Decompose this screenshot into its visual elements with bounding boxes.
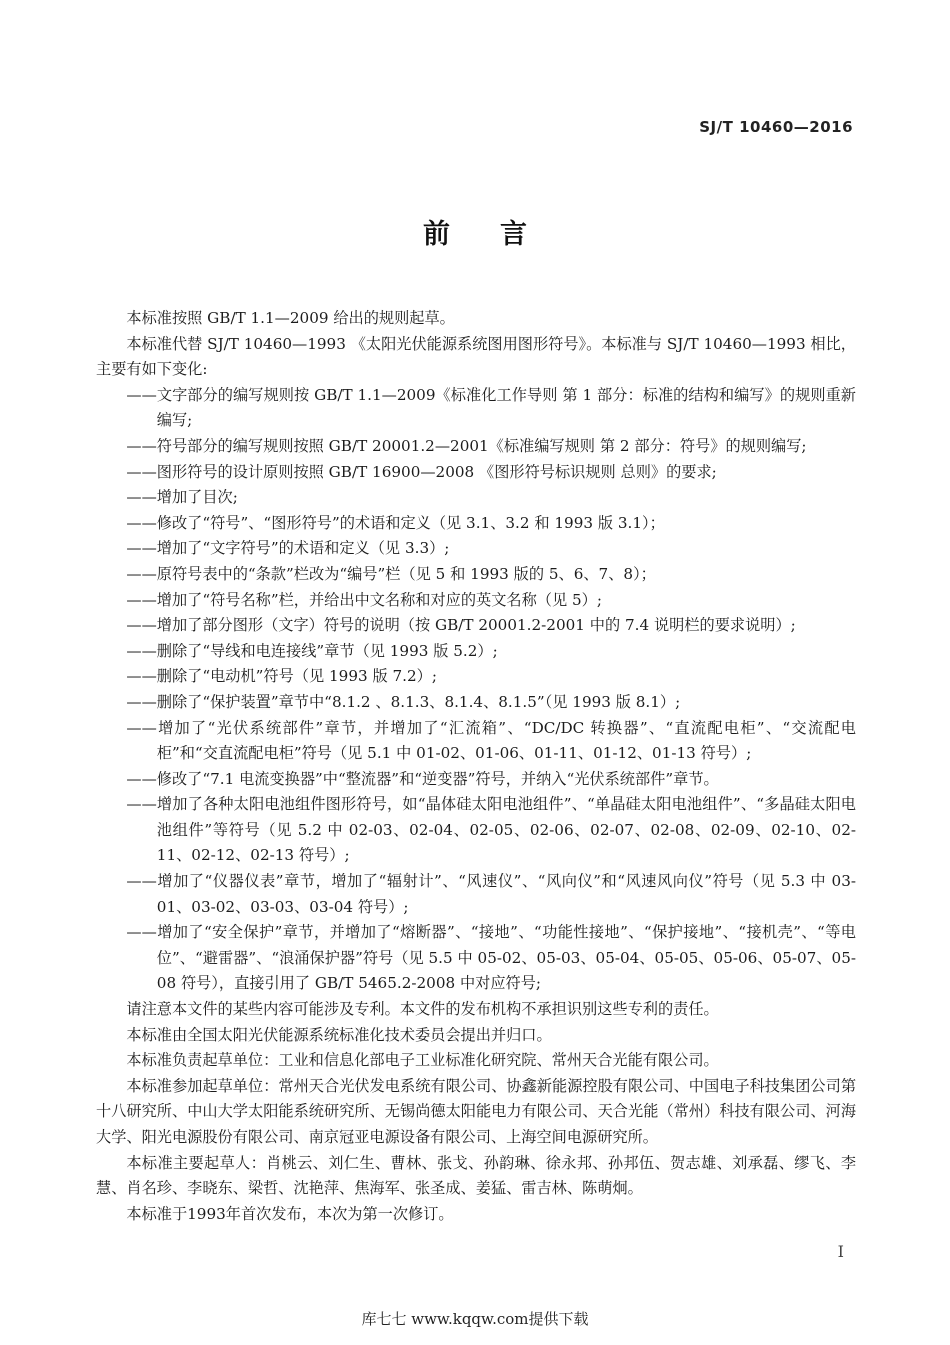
change-item: ——增加了“符号名称”栏，并给出中文名称和对应的英文名称（见 5）; [126,590,602,609]
change-item: ——符号部分的编写规则按照 GB/T 20001.2—2001《标准编写规则 第 2 部分：符号》的规则编写; [126,436,807,455]
paragraph: 请注意本文件的某些内容可能涉及专利。本文件的发布机构不承担识别这些专利的责任。 [126,1000,719,1019]
change-item: ——增加了“安全保护”章节，并增加了“熔断器”、“接地”、“功能性接地”、“保护接地”、“接机壳”、“等电位”、“避雷器”、“浪涌保护器”符号（见 5.5 中 05-02、05-03、05-04、05-05、05-06、05-07、05-08 符号），直接引用了 GB/T 5465.2-2008 中对应符号; [126,923,856,993]
paragraph: 本标准于1993年首次发布，本次为第一次修订。 [126,1204,454,1223]
page-number: I [837,1242,844,1261]
change-item: ——图形符号的设计原则按照 GB/T 16900—2008 《图形符号标识规则 总则》的要求; [126,462,717,481]
change-item: ——增加了“文字符号”的术语和定义（见 3.3）; [126,539,450,558]
change-item: ——增加了“光伏系统部件”章节，并增加了“汇流箱”、“DC/DC 转换器”、“直流配电柜”、“交流配电柜”和“交直流配电柜”符号（见 5.1 中 01-02、01-06、01-11、01-12、01-13 符号）; [126,718,856,763]
paragraph: 本标准按照 GB/T 1.1—2009 给出的规则起草。 [126,309,455,327]
change-item: ——增加了目次; [126,488,238,507]
paragraph: 本标准负责起草单位：工业和信息化部电子工业标准化研究院、常州天合光能有限公司。 [126,1051,719,1070]
change-item: ——增加了“仪器仪表”章节，增加了“辐射计”、“风速仪”、“风向仪”和“风速风向仪”符号（见 5.3 中 03-01、03-02、03-03、03-04 符号）; [126,872,856,916]
change-item: ——增加了部分图形（文字）符号的说明（按 GB/T 20001.2-2001 中的 7.4 说明栏的要求说明）; [126,616,796,635]
change-item: ——修改了“符号”、“图形符号”的术语和定义（见 3.1、3.2 和 1993 版 3.1）； [126,513,665,532]
change-item: ——增加了各种太阳电池组件图形符号，如“晶体硅太阳电池组件”、“单晶硅太阳电池组件”、“多晶硅太阳电池组件”等符号（见 5.2 中 02-03、02-04、02-05、02-06、02-07、02-08、02-09、02-10、02-11、02-12、02-13 符号）; [126,795,856,865]
change-item: ——文字部分的编写规则按 GB/T 1.1—2009《标准化工作导则 第 1 部分：标准的结构和编写》的规则重新编写; [126,385,856,430]
change-item: ——删除了“导线和电连接线”章节（见 1993 版 5.2）; [126,641,498,660]
change-item: ——删除了“电动机”符号（见 1993 版 7.2）; [126,667,437,686]
foreword-body [96,306,856,1227]
change-item: ——原符号表中的“条款”栏改为“编号”栏（见 5 和 1993 版的 5、6、7、8）； [126,564,656,583]
page-title: 前言 [423,219,577,250]
paragraph: 本标准代替 SJ/T 10460—1993 《太阳光伏能源系统图用图形符号》。本标准与 SJ/T 10460—1993 相比，主要有如下变化: [96,334,856,379]
paragraph: 本标准主要起草人：肖桃云、刘仁生、曹林、张戈、孙韵琳、徐永邦、孙邦伍、贺志雄、刘承磊、缪飞、李慧、肖名珍、李晓东、梁哲、沈艳萍、焦海军、张圣成、姜猛、雷吉林、陈萌炯。 [96,1153,856,1198]
paragraph: 本标准参加起草单位：常州天合光伏发电系统有限公司、协鑫新能源控股有限公司、中国电子科技集团公司第十八研究所、中山大学太阳能系统研究所、无锡尚德太阳能电力有限公司、天合光能（常州）科技有限公司、河海大学、阳光电源股份有限公司、南京冠亚电源设备有限公司、上海空间电源研究所。 [96,1076,856,1146]
standard-code: SJ/T 10460—2016 [699,118,853,136]
change-item: ——修改了“7.1 电流变换器”中“整流器”和“逆变器”符号，并纳入“光伏系统部件”章节。 [126,769,719,788]
download-watermark: 库七七 www.kqqw.com提供下载 [361,1310,589,1328]
change-item: ——删除了“保护装置”章节中“8.1.2 、8.1.3、8.1.4、8.1.5”（见 1993 版 8.1）; [126,692,681,711]
paragraph: 本标准由全国太阳光伏能源系统标准化技术委员会提出并归口。 [126,1025,552,1044]
